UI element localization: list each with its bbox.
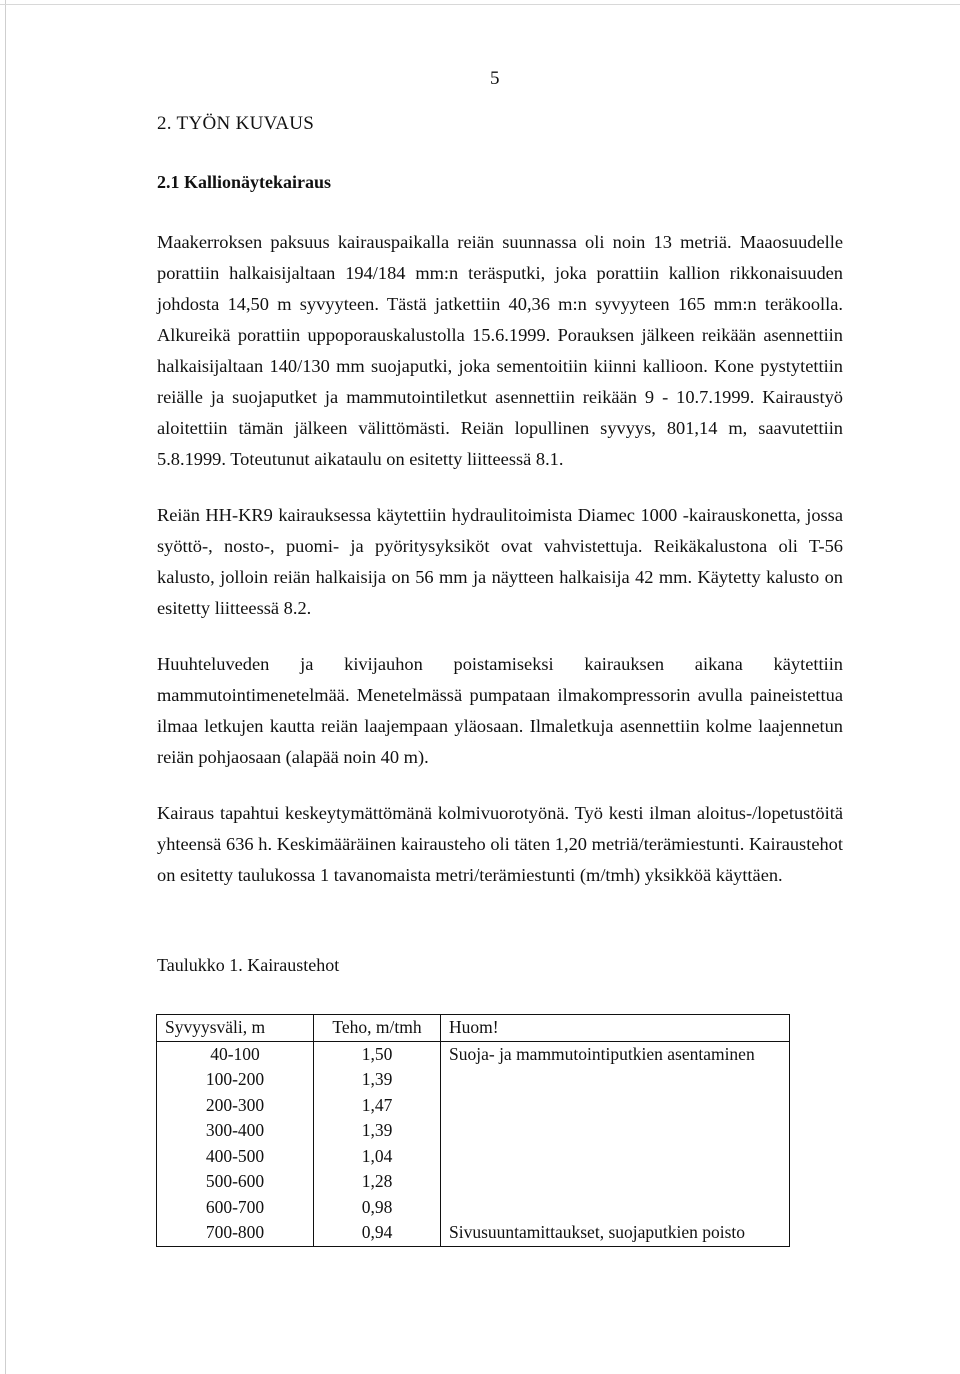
cell-note: Sivusuuntamittaukset, suojaputkien poisto (449, 1222, 746, 1243)
cell-rate: 1,47 (314, 1093, 441, 1119)
table-row (157, 1144, 790, 1170)
scan-edge-top (0, 4, 960, 5)
cell-note (441, 1118, 790, 1144)
cell-rate: 1,50 (314, 1041, 441, 1067)
drilling-rate-table (156, 1014, 790, 1247)
cell-depth: 300-400 (157, 1118, 314, 1144)
table-row (157, 1195, 790, 1221)
cell-rate: 1,28 (314, 1169, 441, 1195)
table-row (157, 1041, 790, 1067)
cell-depth: 40-100 (157, 1041, 314, 1067)
section-heading: 2. TYÖN KUVAUS (157, 113, 315, 134)
paragraph-drilling-casing: Maakerroksen paksuus kairauspaikalla reiän suunnassa oli noin 13 metriä. Maaosuudelle porattiin halkaisijaltaan 194/184 mm:n teräsputki, joka porattiin kallion rikkonaisuuden johdosta 14,50 m syvyyteen. Tästä jatkettiin 40,36 m:n syvyyteen 165 mm:n teräkoolla. Alkureikä porattiin uppoporauskalustolla 15.6.1999. Porauksen jälkeen reikään asennettiin halkaisijaltaan 140/130 mm suojaputki, joka sementoitiin kiinni kallioon. Kone pystytettiin reiälle ja suojaputket ja mammutointiletkut asennettiin reikään 9 - 10.7.1999. Kairaustyö aloitettiin tämän jälkeen välittömästi. Reiän lopullinen syvyys, 801,14 m, saavutettiin 5.8.1999. Toteutunut aikataulu on esitetty liitteessä 8.1. (157, 232, 843, 469)
scan-edge-left (5, 0, 6, 1374)
cell-note (441, 1067, 790, 1093)
table-row (157, 1067, 790, 1093)
header-rate: Teho, m/tmh (314, 1015, 441, 1042)
cell-rate: 1,04 (314, 1144, 441, 1170)
table-row (157, 1220, 790, 1246)
cell-note (441, 1195, 790, 1221)
cell-note (441, 1144, 790, 1170)
cell-note: Suoja- ja mammutointiputkien asentaminen (449, 1043, 755, 1064)
table-row (157, 1093, 790, 1119)
cell-depth: 400-500 (157, 1144, 314, 1170)
table-header-row (157, 1015, 790, 1042)
paragraph-drilling-rate: Kairaus tapahtui keskeytymättömänä kolmivuorotyönä. Työ kesti ilman aloitus-/lopetustöitä yhteensä 636 h. Keskimääräinen kairausteho oli täten 1,20 metriä/terämiestunti. Kairaustehot on esitetty taulukossa 1 tavanomaista metri/terämiestunti (m/tmh) yksikköä käyttäen. (157, 803, 843, 885)
cell-note (441, 1093, 790, 1119)
cell-depth: 600-700 (157, 1195, 314, 1221)
paragraph-flushing: Huuhteluveden ja kivijauhon poistamiseksi kairauksen aikana käytettiin mammutointimenetelmää. Menetelmässä pumpataan ilmakompressorin avulla paineistettua ilmaa letkujen kautta reiän laajempaan yläosaan. Ilmaletkuja asennettiin kolme laajennetun reiän pohjaosaan (alapää noin 40 m). (157, 654, 843, 767)
subsection-heading: 2.1 Kallionäytekairaus (157, 172, 332, 192)
cell-note (441, 1169, 790, 1195)
header-notes: Huom! (449, 1017, 499, 1038)
page-number: 5 (490, 68, 500, 89)
cell-depth: 700-800 (157, 1220, 314, 1246)
cell-rate: 0,94 (314, 1220, 441, 1246)
cell-rate: 0,98 (314, 1195, 441, 1221)
paragraph-drilling-rig: Reiän HH-KR9 kairauksessa käytettiin hydraulitoimista Diamec 1000 -kairauskonetta, jossa syöttö-, nosto-, puomi- ja pyöritysyksiköt ovat vahvistettuja. Reikäkalustona oli T-56 kalusto, jolloin reiän halkaisija on 56 mm ja näytteen halkaisija 42 mm. Käytetty kalusto on esitetty liitteessä 8.2. (157, 505, 843, 618)
cell-rate: 1,39 (314, 1118, 441, 1144)
table-row (157, 1169, 790, 1195)
table-caption: Taulukko 1. Kairaustehot (157, 955, 340, 975)
cell-depth: 100-200 (157, 1067, 314, 1093)
cell-depth: 200-300 (157, 1093, 314, 1119)
header-depth-interval: Syvyysväli, m (157, 1015, 314, 1042)
table-row (157, 1118, 790, 1144)
cell-depth: 500-600 (157, 1169, 314, 1195)
cell-rate: 1,39 (314, 1067, 441, 1093)
